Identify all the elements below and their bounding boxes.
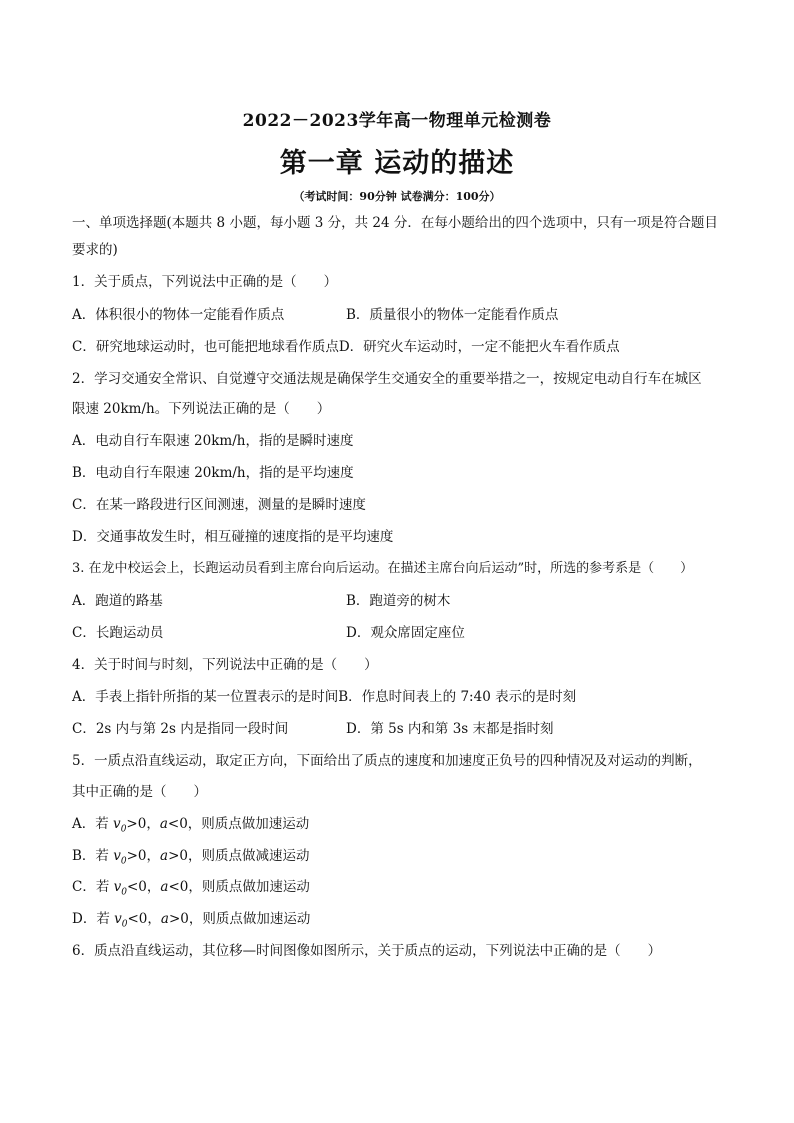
- question-5-option-b[interactable]: [72, 846, 309, 872]
- velocity-subscript: 0: [121, 919, 128, 930]
- velocity-subscript: 0: [121, 887, 127, 898]
- question-1-options-row-2: [72, 337, 620, 357]
- velocity-condition: >0，: [126, 816, 160, 832]
- acceleration-condition: >0，则质点做减速运动: [168, 848, 310, 864]
- velocity-condition: <0，: [127, 879, 161, 895]
- question-4-option-a[interactable]: A．手表上指针所指的某一位置表示的是时间: [72, 689, 339, 705]
- question-1-option-b[interactable]: B．质量很小的物体一定能看作质点: [346, 307, 559, 323]
- acceleration-condition: <0，则质点做加速运动: [167, 816, 310, 832]
- question-1-option-a[interactable]: A．体积很小的物体一定能看作质点: [72, 307, 285, 323]
- section-heading-line-1: 一、单项选择题(本题共 8 小题，每小题 3 分，共 24 分．在每小题给出的四个选项中，只有一项是符合题目: [72, 215, 718, 231]
- acceleration-condition: >0，则质点做加速运动: [168, 911, 311, 927]
- velocity-subscript: 0: [120, 824, 127, 835]
- question-2-option-b[interactable]: B．电动自行车限速 20km/h，指的是平均速度: [72, 465, 354, 481]
- question-2-option-d[interactable]: D．交通事故发生时，相互碰撞的速度指的是平均速度: [72, 529, 394, 545]
- velocity-subscript: 0: [120, 856, 127, 867]
- velocity-symbol: v: [113, 879, 122, 895]
- question-3-options-row-1: [72, 591, 451, 611]
- question-4-option-b[interactable]: B．作息时间表上的 7:40 表示的是时刻: [338, 689, 577, 705]
- velocity-symbol: v: [113, 816, 121, 832]
- question-4-option-d[interactable]: D．第 5s 内和第 3s 末都是指时刻: [346, 721, 554, 737]
- question-3-option-d[interactable]: D．观众席固定座位: [346, 625, 465, 641]
- question-2-option-a[interactable]: A．电动自行车限速 20km/h，指的是瞬时速度: [72, 433, 354, 449]
- question-1-option-d[interactable]: D．研究火车运动时，一定不能把火车看作质点: [338, 339, 620, 355]
- velocity-symbol: v: [113, 848, 121, 864]
- chapter-title: 第一章 运动的描述: [279, 148, 515, 179]
- option-label: C．若: [72, 879, 114, 895]
- question-1-option-c[interactable]: C．研究地球运动时，也可能把地球看作质点: [72, 339, 339, 355]
- question-4-options-row-2: [72, 719, 554, 739]
- option-label: D．若: [72, 911, 115, 927]
- exam-info: （考试时间：90分钟 试卷满分：100分）: [293, 190, 501, 203]
- acceleration-symbol: a: [160, 879, 169, 895]
- question-5-option-c[interactable]: [72, 877, 310, 903]
- question-5-stem-line-1: 5．一质点沿直线运动，取定正方向，下面给出了质点的速度和加速度正负号的四种情况及对运动的判断，: [72, 753, 702, 769]
- velocity-condition: <0，: [127, 911, 161, 927]
- question-3-option-b[interactable]: B．跑道旁的树木: [346, 593, 451, 609]
- velocity-condition: >0，: [126, 848, 160, 864]
- question-5-option-a[interactable]: [72, 814, 309, 840]
- question-3-option-c[interactable]: C．长跑运动员: [72, 625, 164, 641]
- question-1-stem: 1．关于质点，下列说法中正确的是（ ）: [72, 274, 338, 290]
- acceleration-condition: <0，则质点做加速运动: [168, 879, 310, 895]
- question-2-stem-line-1: 2．学习交通安全常识、自觉遵守交通法规是确保学生交通安全的重要举措之一，按规定电动自行车在城区: [72, 371, 702, 387]
- section-heading-line-2: 要求的): [72, 242, 118, 258]
- velocity-symbol: v: [114, 911, 122, 927]
- acceleration-symbol: a: [159, 816, 168, 832]
- question-4-options-row-1: [72, 687, 576, 707]
- acceleration-symbol: a: [160, 911, 169, 927]
- question-3-stem: 3. 在龙中校运会上，长跑运动员看到主席台向后运动。在描述主席台向后运动”时，所选的参考系是（ ）: [72, 561, 694, 576]
- question-5-option-d[interactable]: [72, 909, 310, 935]
- exam-title: 2022－2023学年高一物理单元检测卷: [242, 111, 552, 131]
- question-4-stem: 4．关于时间与时刻，下列说法中正确的是（ ）: [72, 657, 378, 673]
- option-label: A．若: [72, 816, 114, 832]
- question-2-stem-line-2: 限速 20km/h。下列说法正确的是（ ）: [72, 401, 331, 417]
- acceleration-symbol: a: [160, 848, 169, 864]
- question-3-option-a[interactable]: A．跑道的路基: [72, 593, 163, 609]
- question-3-options-row-2: [72, 623, 465, 643]
- question-4-option-c[interactable]: C．2s 内与第 2s 内是指同一段时间: [72, 721, 289, 737]
- question-2-option-c[interactable]: C．在某一路段进行区间测速，测量的是瞬时速度: [72, 497, 366, 513]
- option-label: B．若: [72, 848, 114, 864]
- question-6-stem: 6．质点沿直线运动，其位移—时间图像如图所示，关于质点的运动，下列说法中正确的是（ ）: [72, 943, 662, 959]
- question-1-options-row-1: [72, 305, 559, 325]
- question-5-stem-line-2: 其中正确的是（ ）: [72, 784, 207, 800]
